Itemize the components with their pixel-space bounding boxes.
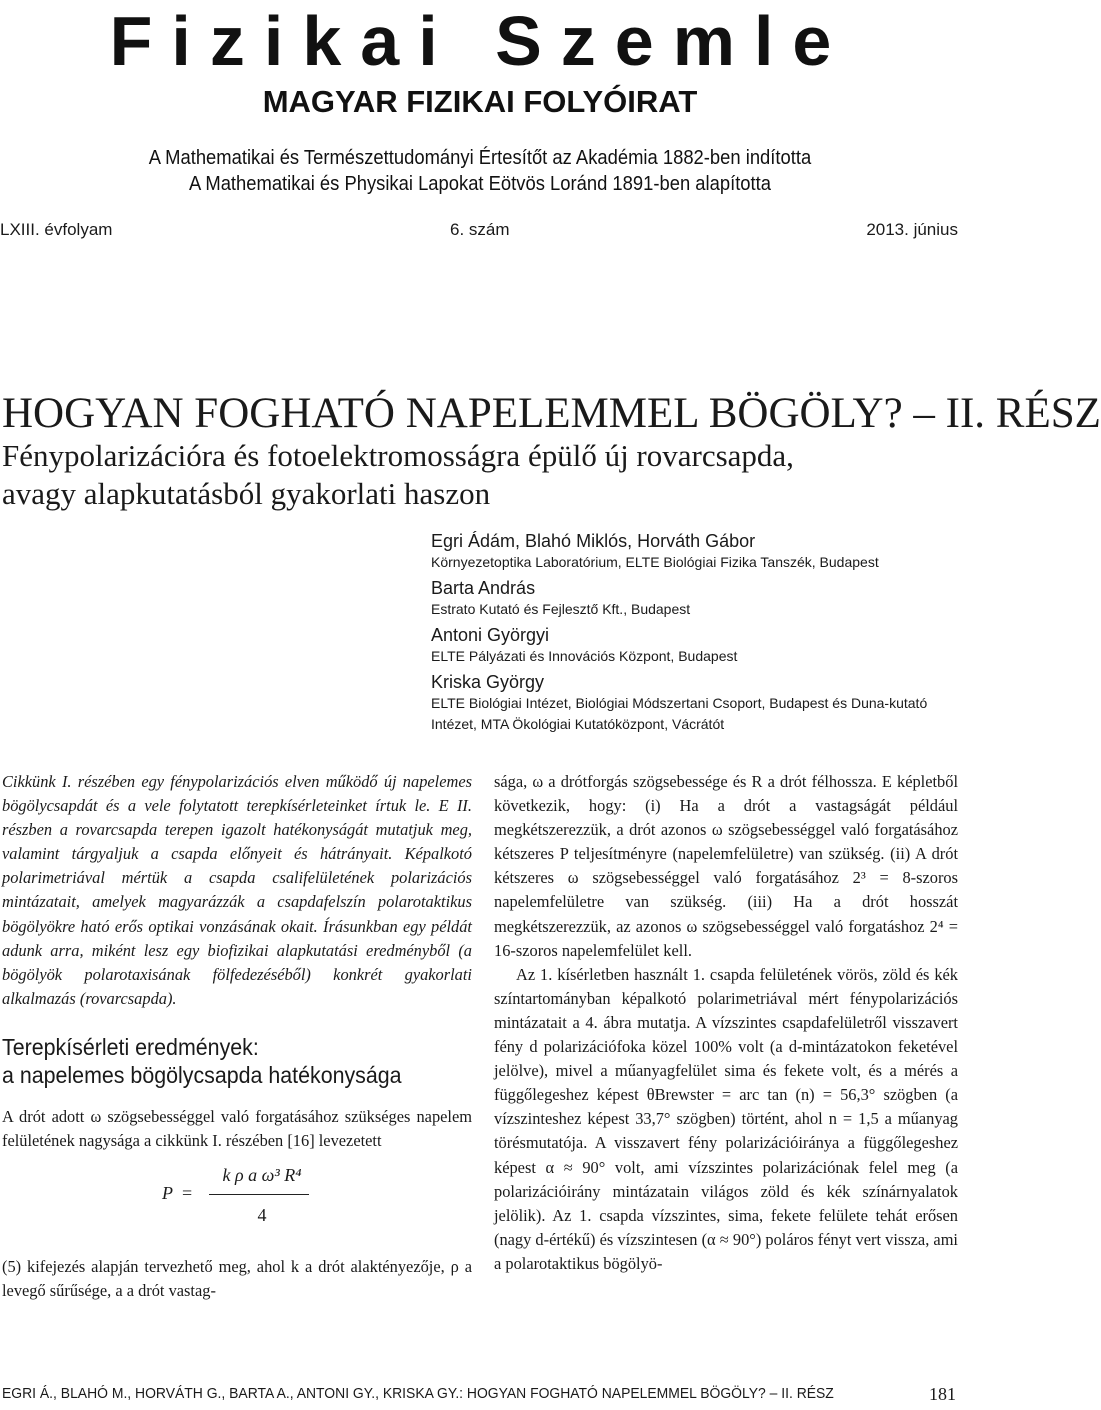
- left-column: [2, 770, 472, 1303]
- running-head: EGRI Á., BLAHÓ M., HORVÁTH G., BARTA A., ANTONI GY., KRISKA GY.: HOGYAN FOGHATÓ NAPELEMMEL BÖGÖLY? – II. RÉSZ: [2, 1386, 834, 1402]
- equation-5: [2, 1161, 472, 1245]
- journal-subtitle: MAGYAR FIZIKAI FOLYÓIRAT: [262, 84, 698, 119]
- founding-line-2: A Mathematikai és Physikai Lapokat Eötvös Loránd 1891-ben alapította: [188, 173, 772, 195]
- section-heading: [2, 1033, 439, 1089]
- founding-line-1: A Mathematikai és Természettudományi Értesítőt az Akadémia 1882-ben indította: [148, 147, 812, 169]
- section-heading-line-2: a napelemes bögölycsapda hatékonysága: [2, 1061, 402, 1088]
- page-footer: [0, 1386, 960, 1408]
- author-names: Barta András: [431, 578, 536, 598]
- right-column: [494, 770, 958, 1276]
- author-affiliations: [431, 528, 959, 739]
- author-institution: ELTE Pályázati és Innovációs Központ, Budapest: [431, 648, 738, 664]
- volume-label: LXIII. évfolyam: [0, 220, 113, 239]
- issue-number: 6. szám: [450, 220, 510, 239]
- author-institution: Környezetoptika Laboratórium, ELTE Biológiai Fizika Tanszék, Budapest: [431, 554, 879, 570]
- page-number: 181: [929, 1384, 956, 1404]
- formula-equals: =: [182, 1183, 193, 1204]
- issue-info-bar: [0, 220, 960, 244]
- issue-date: 2013. június: [866, 220, 958, 239]
- body-paragraph: Az 1. kísérletben használt 1. csapda felületének vörös, zöld és kék színtartományban képalkotó polarimetriával mért fénypolarizációs mintázatait a 4. ábra mutatja. A vízszintes csapdafelületről visszavert fény d polarizációfoka közel 100% volt (a d-mintázatokon feketével jelölve), mivel a műanyagfelület sima és fekete volt, és a mérés a függőlegeshez képest θBrewster = arc tan (n) = 56,3° szögben (a vízszinteshez képest 33,7° szögben) történt, ahol n = 1,5 a műanyag törésmutatója. A visszavert fény polarizációiránya a függőlegeshez képest α ≈ 90° volt, ami vízszintes polarizációnak felel meg (a polarizációirány mintázatain világos zöld és kék színárnyalatok jelölik). Az 1. csapda vízszintes, sima, fekete felülete tehát erősen (nagy d-értékű) és vízszintesen (α ≈ 90°) poláros fényt vert vissza, ami a polarotaktikus bögölyö-: [494, 964, 958, 1273]
- author-names: Antoni Györgyi: [431, 625, 550, 645]
- body-paragraph: A drót adott ω szögsebességgel való forgatásához szükséges napelem felületének nagysága a cikkünk I. részében [16] levezetett: [2, 1106, 472, 1151]
- author-names: Kriska György: [431, 672, 545, 692]
- formula-numerator: k ρ a ω³ R⁴: [222, 1165, 302, 1186]
- author-institution: ELTE Biológiai Intézet, Biológiai Módszertani Csoport, Budapest és Duna-kutató Intézet, MTA Ökológiai Kutatóközpont, Vácrátót: [431, 695, 928, 732]
- abstract: Cikkünk I. részében egy fénypolarizációs elven működő új napelemes bögölycsapdát és a vele folytatott terepkísérleteinket írtuk le. E II. részben a rovarcsapda terepen igazolt hatékonyságát mutatjuk meg, valamint tárgyaljuk a csapda előnyeit és hátrányait. Képalkotó polarimetriával mértük a csapda csalifelületének polarizációs mintázatait, amelyek magyarázzák a csapdafelszín polarotaktikus bögölyökre ható erős optikai vonzásának okait. Írásunkban egy példát adunk arra, miként lesz egy biofizikai alapkutatási eredményből (a bögölyök polarotaxisának fölfedezéséből) konkrét gyakorlati alkalmazás (rovarcsapda).: [2, 772, 472, 1008]
- author-institution: Estrato Kutató és Fejlesztő Kft., Budapest: [431, 601, 691, 617]
- author-names: Egri Ádám, Blahó Miklós, Horváth Gábor: [431, 531, 756, 551]
- body-paragraph: (5) kifejezés alapján tervezhető meg, ahol k a drót alaktényezője, ρ a levegő sűrűsége, a a drót vastag-: [2, 1257, 472, 1301]
- formula-denominator: 4: [257, 1205, 267, 1226]
- fraction-bar: [209, 1194, 309, 1195]
- body-paragraph: sága, ω a drótforgás szögsebessége és R a drót félhossza. E képletből következik, hogy: (i) Ha a drót a vastagságát például megkétszerezzük, a drót azonos ω szögsebességgel való forgatásához kétszeres P teljesítményre (napelemfelületre) van szükség. (ii) A drót kétszeres ω szögsebességgel való forgatásához 2³ = 8-szoros napelemfelületre van szükség. (iii) Ha a drót hosszát megkétszerezzük, az azonos ω szögsebességgel való forgatáshoz 2⁴ = 16-szoros napelemfelület kell.: [494, 772, 958, 960]
- journal-title: Fizikai Szemle: [109, 2, 851, 80]
- formula-lhs: P: [162, 1183, 173, 1204]
- article-title: HOGYAN FOGHATÓ NAPELEMMEL BÖGÖLY? – II. RÉSZ: [2, 390, 1101, 437]
- section-heading-line-1: Terepkísérleti eredmények:: [2, 1033, 259, 1060]
- article-subtitle: Fénypolarizációra és fotoelektromosságra épülő új rovarcsapda, avagy alapkutatásból gyakorlati haszon: [2, 438, 794, 511]
- founding-note: [38, 145, 921, 197]
